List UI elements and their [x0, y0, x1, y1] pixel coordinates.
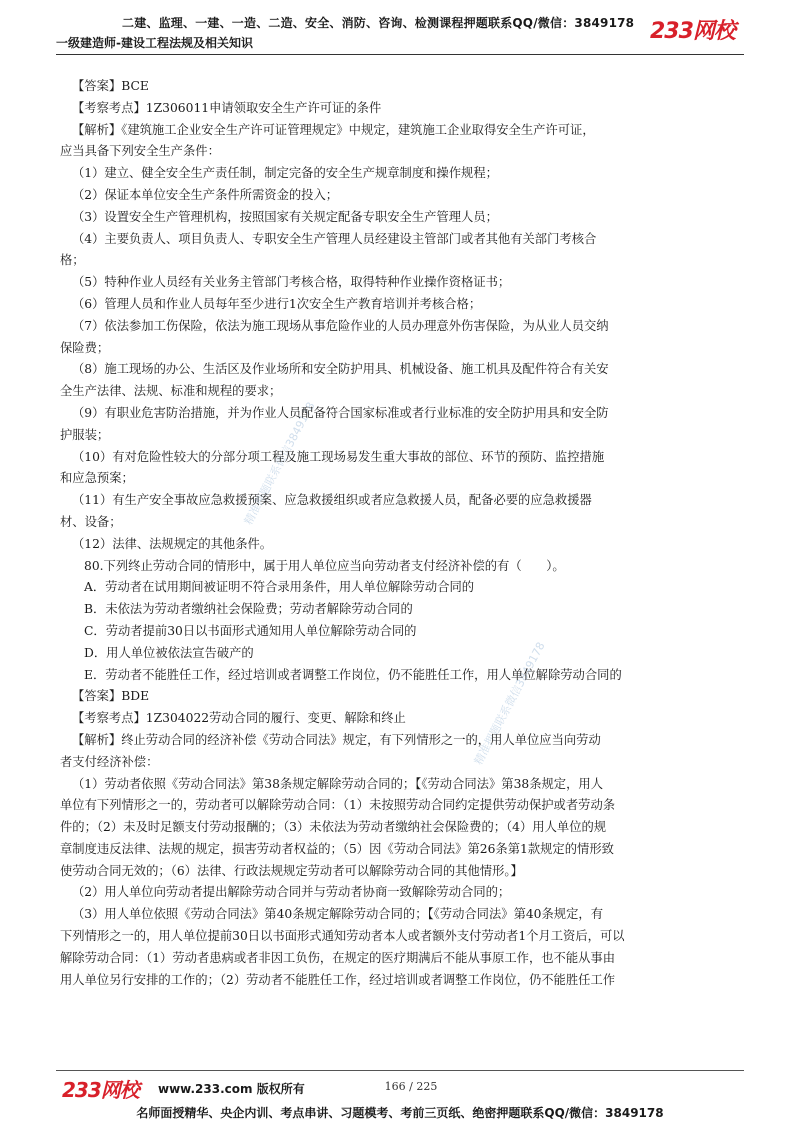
text-line: 下列情形之一的，用人单位提前30日以书面形式通知劳动者本人或者额外支付劳动者1个月工资后，可以 — [60, 929, 625, 944]
text-line: C．劳动者提前30日以书面形式通知用人单位解除劳动合同的 — [84, 623, 417, 638]
text-line: 章制度违反法律、法规的规定，损害劳动者权益的；（5）因《劳动合同法》第26条第1款规定的情形致 — [60, 841, 614, 856]
footer-logo: 233网校 — [62, 1078, 139, 1102]
header-divider — [56, 54, 744, 55]
text-line: （3）用人单位依照《劳动合同法》第40条规定解除劳动合同的；【《劳动合同法》第40条规定，有 — [72, 907, 603, 922]
text-line: 单位有下列情形之一的，劳动者可以解除劳动合同：（1）未按照劳动合同约定提供劳动保护或者劳动条 — [60, 798, 616, 813]
text-line: 护服装； — [60, 427, 110, 442]
text-line: 使劳动合同无效的；（6）法律、行政法规规定劳动者可以解除劳动合同的其他情形。】 — [60, 863, 523, 878]
header-subtitle: 一级建造师-建设工程法规及相关知识 — [56, 36, 253, 50]
text-line: 【答案】BDE — [72, 689, 150, 704]
text-line: 件的；（2）未及时足额支付劳动报酬的；（3）未依法为劳动者缴纳社会保险费的；（4）用人单位的规 — [60, 820, 607, 835]
text-line: 解除劳动合同：（1）劳动者患病或者非因工负伤，在规定的医疗期满后不能从事原工作，也不能从事由 — [60, 950, 616, 965]
text-line: B．未依法为劳动者缴纳社会保险费；劳动者解除劳动合同的 — [84, 602, 413, 617]
text-line: （2）用人单位向劳动者提出解除劳动合同并与劳动者协商一致解除劳动合同的； — [72, 885, 511, 900]
text-line: 【答案】BCE — [72, 79, 149, 93]
text-line: （6）管理人员和作业人员每年至少进行1次安全生产教育培训并考核合格； — [72, 296, 482, 311]
text-line: 保险费； — [60, 340, 110, 355]
text-line: 者支付经济补偿： — [60, 754, 159, 769]
text-line: （3）设置安全生产管理机构，按照国家有关规定配备专职安全生产管理人员； — [72, 209, 498, 224]
watermark: 精准押题联系微信3849178 — [471, 639, 548, 768]
text-line: （10）有对危险性较大的分部分项工程及施工现场易发生重大事故的部位、环节的预防、监控措施 — [72, 449, 605, 464]
text-line: 【考察考点】1Z304022劳动合同的履行、变更、解除和终止 — [72, 711, 406, 726]
text-line: 全生产法律、法规、标准和规程的要求； — [60, 384, 282, 399]
text-line: （1）建立、健全安全生产责任制，制定完备的安全生产规章制度和操作规程； — [72, 166, 498, 181]
text-line: （1）劳动者依照《劳动合同法》第38条规定解除劳动合同的；【《劳动合同法》第38条规定，用人 — [72, 776, 603, 791]
text-line: （5）特种作业人员经有关业务主管部门考核合格，取得特种作业操作资格证书； — [72, 275, 511, 290]
page-number: 166 / 225 — [384, 1080, 438, 1093]
footer-divider — [56, 1070, 744, 1071]
watermark: 精准押题联系微信3849178 — [241, 399, 318, 528]
document-body — [60, 76, 740, 991]
text-line: 80.下列终止劳动合同的情形中，属于用人单位应当向劳动者支付经济补偿的有（ ）。 — [84, 558, 565, 573]
text-line: A．劳动者在试用期间被证明不符合录用条件，用人单位解除劳动合同的 — [84, 580, 475, 595]
footer-copyright: www.233.com 版权所有 — [158, 1082, 305, 1096]
text-line: （2）保证本单位安全生产条件所需资金的投入； — [72, 187, 339, 202]
text-line: （9）有职业危害防治措施，并为作业人员配备符合国家标准或者行业标准的安全防护用具和安全防 — [72, 405, 609, 420]
text-line: 应当具备下列安全生产条件： — [60, 144, 220, 159]
text-line: 【解析】终止劳动合同的经济补偿《劳动合同法》规定，有下列情形之一的，用人单位应当向劳动 — [72, 732, 601, 747]
text-line: 【考察考点】1Z306011申请领取安全生产许可证的条件 — [72, 100, 382, 115]
text-line: 和应急预案； — [60, 471, 134, 486]
header-logo: 233网校 — [650, 19, 735, 44]
header-contact-line: 二建、监理、一建、一造、二造、安全、消防、咨询、检测课程押题联系QQ/微信：3849178 — [122, 16, 635, 30]
text-line: （12）法律、法规规定的其他条件。 — [72, 536, 273, 551]
text-line: 用人单位另行安排的工作的；（2）劳动者不能胜任工作，经过培训或者调整工作岗位，仍不能胜任工作 — [60, 972, 616, 987]
text-line: 【解析】《建筑施工企业安全生产许可证管理规定》中规定，建筑施工企业取得安全生产许可证， — [72, 122, 595, 137]
text-line: （7）依法参加工伤保险，依法为施工现场从事危险作业的人员办理意外伤害保险，为从业人员交纳 — [72, 318, 609, 333]
text-line: D．用人单位被依法宣告破产的 — [84, 645, 254, 660]
text-line: 格； — [60, 253, 85, 268]
text-line: （11）有生产安全事故应急救援预案、应急救援组织或者应急救援人员，配备必要的应急救援器 — [72, 493, 592, 508]
text-line: 材、设备； — [60, 514, 122, 529]
text-line: （8）施工现场的办公、生活区及作业场所和安全防护用具、机械设备、施工机具及配件符合有关安 — [72, 362, 609, 377]
text-line: E．劳动者不能胜任工作，经过培训或者调整工作岗位，仍不能胜任工作，用人单位解除劳动合同的 — [84, 667, 622, 682]
footer-contact-line: 名师面授精华、央企内训、考点串讲、习题模考、考前三页纸、绝密押题联系QQ/微信：3849178 — [136, 1106, 664, 1120]
text-line: （4）主要负责人、项目负责人、专职安全生产管理人员经建设主管部门或者其他有关部门考核合 — [72, 231, 597, 246]
